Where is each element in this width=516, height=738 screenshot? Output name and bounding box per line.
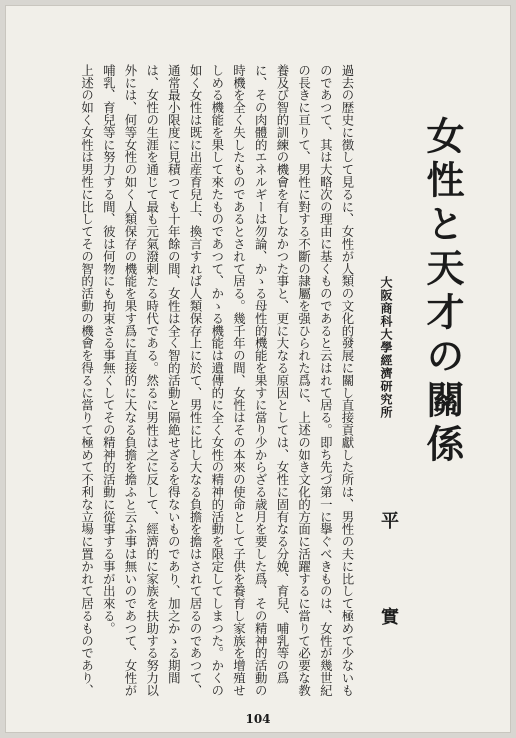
page-number: 104 xyxy=(245,712,271,726)
body-paragraph-1: 過去の歴史に徴して見るに、女性が人類の文化的發展に關し直接貢獻した所は、男性の夫に比して極めて少ないものであつて、其は大略次の理由に基くものであると云はれて居る。即ち先づ第一に擧ぐべきものは、女性が幾世紀の長きに亘りて、男性に對する不斷の隷屬を强ひられた爲に、上述の如き文化的方面に活躍するに當りて必要な教養及び智的訓練の機會を有しなかつた事と、更に大なる原因としては、女性に固有なる分娩、育兒、哺乳等の爲に、その肉體的エネルギーは勿論、かゝる母性的機能を果すに當り少からざる歳月を要した爲、その精神的活動の時機を全く失したものであるとされて居る。幾千年の間、女性はその本來の使命として子供を養育し家族を增殖せしめる機能を果して來たものであつて、かゝる機能は遺傳的に全く女性の精神的活動を限定してしまつた。かくの如く女性は既に出産育兒上、換言すれば人類保存上に於て、男性に比し大なる負擔を擔はされて居るのであつて、通常最小限度に見積つても十年餘の間、女性は全く智的活動と隔絶せざるを得ないものであり、加之かゝる期間は、女性の生涯を通じて最も元氣潑剌たる時代である。然るに男性は之に反して、經濟的に家族を扶助する努力以外には、何等女性の如く人類保存の機能を果す爲に直接的に大なる負擔を擔ふと云ふ事は無いのであつて、女性が哺乳、育兒等に努力する間、彼は何物にも拘束さる事無くしてその精神的活動に從事する事が出來る。 xyxy=(101,64,355,697)
author-affiliation: 大阪商科大學經濟研究所 xyxy=(379,276,393,419)
document-page xyxy=(6,6,510,732)
article-title: 女性と天才の關係 xyxy=(420,116,465,468)
body-paragraph-2: 上述の如く女性は男性に比してその智的活動の機會を得るに當りて極めて不利な立場に置かれて居るものであり、 xyxy=(79,64,95,697)
author-name: 平 實 xyxy=(378,511,399,655)
article-body xyxy=(76,64,358,704)
